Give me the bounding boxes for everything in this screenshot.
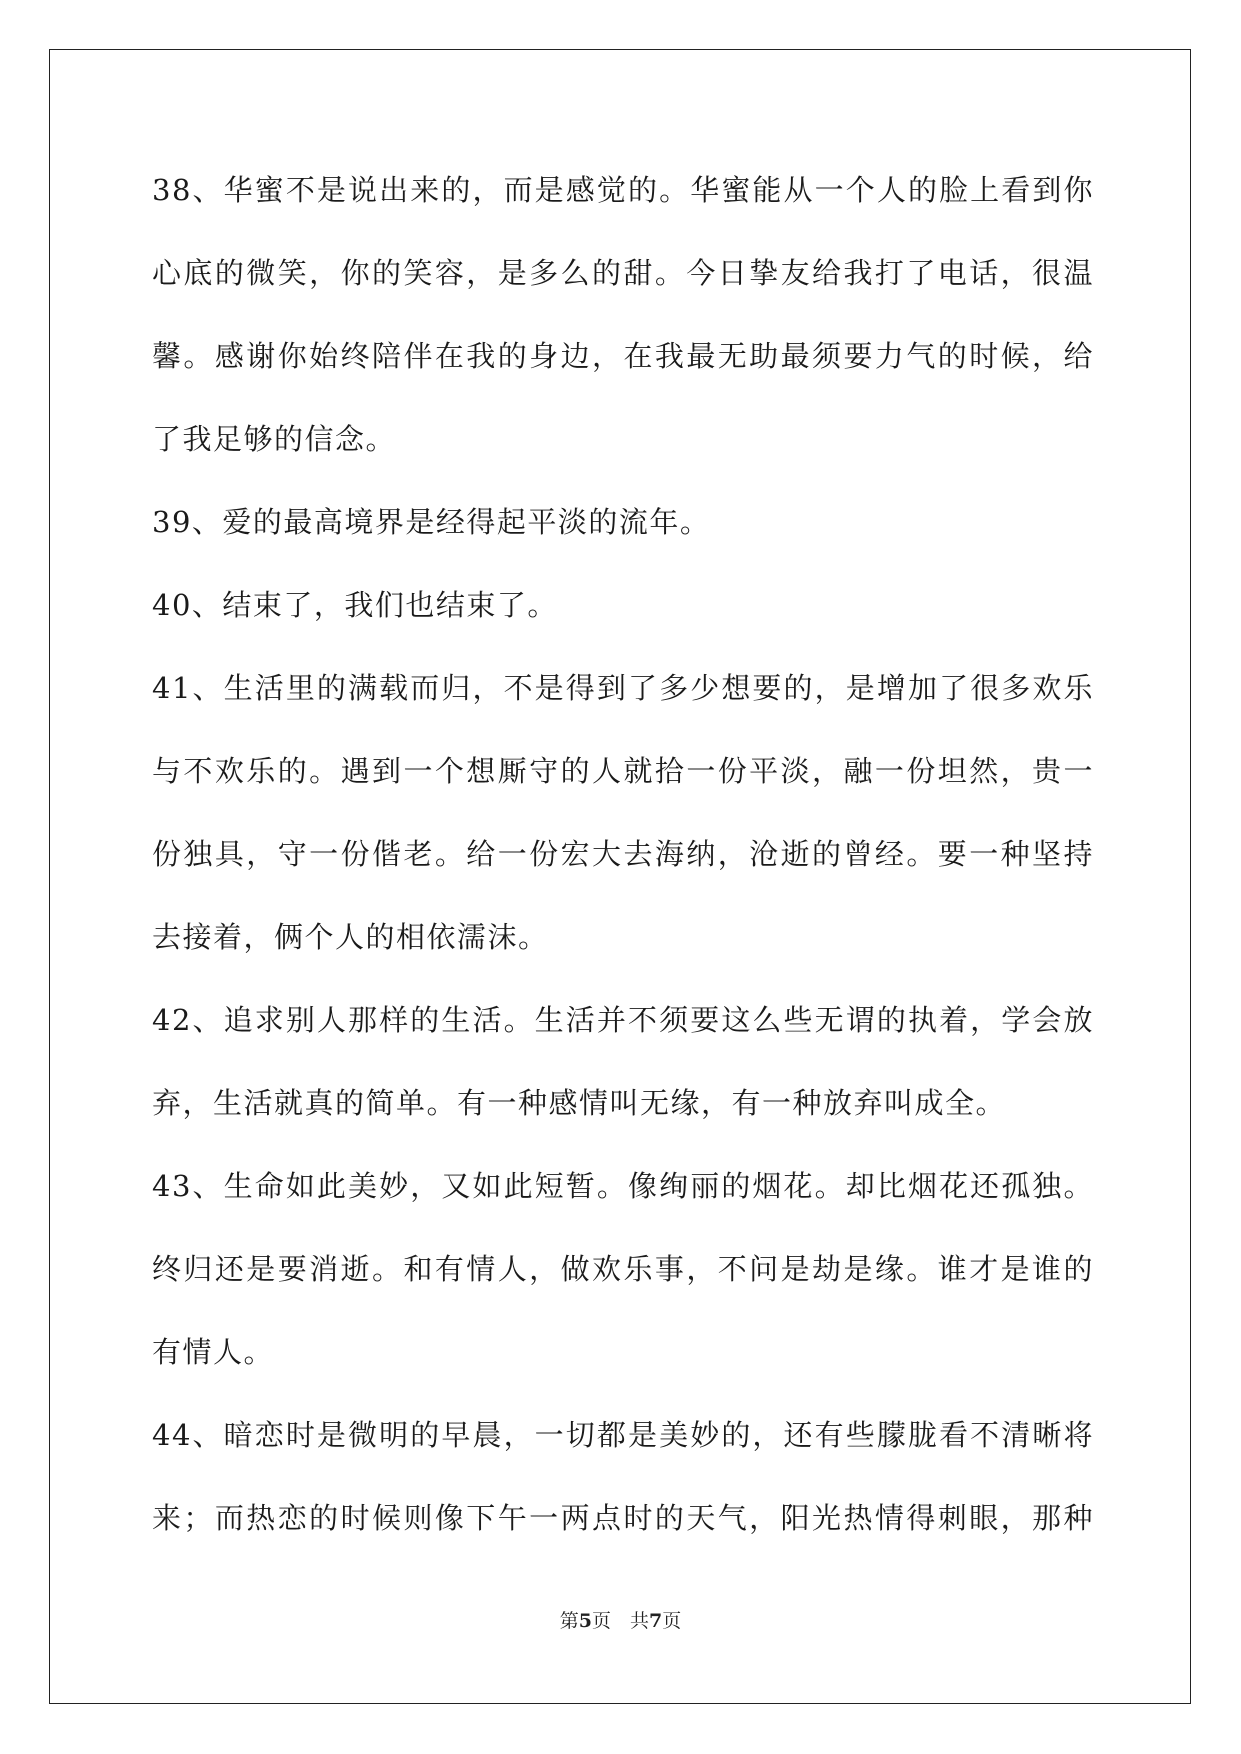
text-line: 去接着，俩个人的相依濡沫。 bbox=[152, 920, 549, 954]
text-line: 馨。感谢你始终陪伴在我的身边，在我最无助最须要力气的时候，给 bbox=[152, 339, 1094, 373]
text-line: 38、华蜜不是说出来的，而是感觉的。华蜜能从一个人的脸上看到你 bbox=[152, 173, 1094, 207]
current-page-number: 5 bbox=[578, 1610, 592, 1632]
footer-mid: 页 共 bbox=[591, 1610, 649, 1632]
text-line: 了我足够的信念。 bbox=[152, 422, 397, 456]
text-line: 与不欢乐的。遇到一个想厮守的人就拾一份平淡，融一份坦然，贵一 bbox=[152, 754, 1094, 788]
text-line: 41、生活里的满载而归，不是得到了多少想要的，是增加了很多欢乐 bbox=[152, 671, 1094, 705]
footer-suffix: 页 bbox=[662, 1610, 682, 1632]
text-line: 42、追求别人那样的生活。生活并不须要这么些无谓的执着，学会放 bbox=[152, 1003, 1094, 1037]
text-line: 40、结束了，我们也结束了。 bbox=[152, 588, 558, 622]
footer-prefix: 第 bbox=[559, 1610, 579, 1632]
text-line: 有情人。 bbox=[152, 1335, 275, 1369]
text-line: 43、生命如此美妙，又如此短暂。像绚丽的烟花。却比烟花还孤独。 bbox=[152, 1169, 1094, 1203]
text-line: 44、暗恋时是微明的早晨，一切都是美妙的，还有些朦胧看不清晰将 bbox=[152, 1418, 1094, 1452]
text-line: 弃，生活就真的简单。有一种感情叫无缘，有一种放弃叫成全。 bbox=[152, 1086, 1007, 1120]
total-pages-number: 7 bbox=[649, 1610, 663, 1632]
document-body bbox=[152, 160, 1094, 1571]
text-line: 心底的微笑，你的笑容，是多么的甜。今日挚友给我打了电话，很温 bbox=[152, 256, 1094, 290]
text-line: 份独具，守一份偕老。给一份宏大去海纳，沧逝的曾经。要一种坚持 bbox=[152, 837, 1094, 871]
page-footer bbox=[0, 1606, 1241, 1633]
text-line: 来；而热恋的时候则像下午一两点时的天气，阳光热情得刺眼，那种 bbox=[152, 1501, 1094, 1535]
text-line: 终归还是要消逝。和有情人，做欢乐事，不问是劫是缘。谁才是谁的 bbox=[152, 1252, 1094, 1286]
text-line: 39、爱的最高境界是经得起平淡的流年。 bbox=[152, 505, 711, 539]
